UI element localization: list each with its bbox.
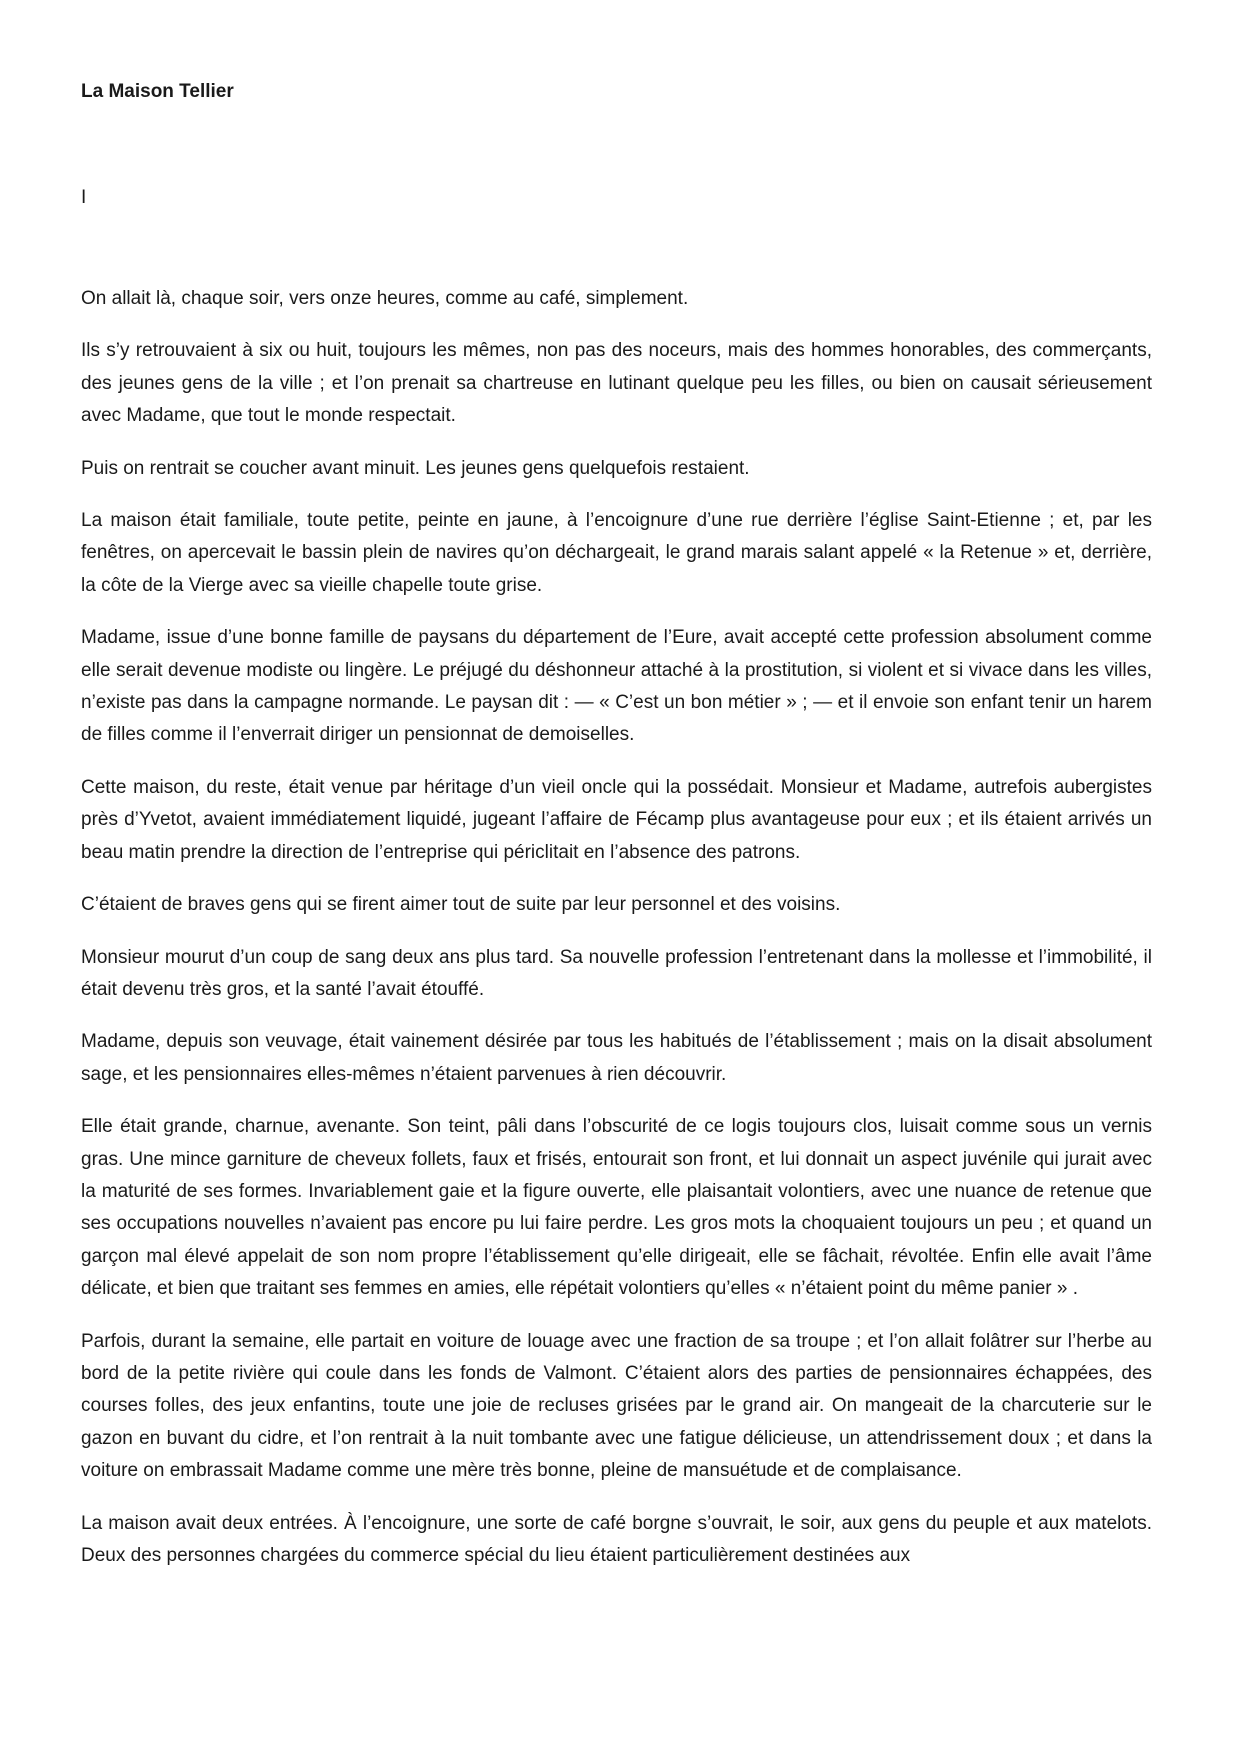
- paragraph: Madame, issue d’une bonne famille de paysans du département de l’Eure, avait accepté cette profession absolument comme elle serait devenue modiste ou lingère. Le préjugé du déshonneur attaché à la prostitution, si violent et si vivace dans les villes, n’existe pas dans la campagne normande. Le paysan dit : — « C’est un bon métier » ; — et il envoie son enfant tenir un harem de filles comme il l’enverrait diriger un pensionnat de demoiselles.: [81, 627, 1152, 746]
- paragraph: La maison avait deux entrées. À l’encoignure, une sorte de café borgne s’ouvrait, le soir, aux gens du peuple et aux matelots. Deux des personnes chargées du commerce spécial du lieu étaient particulièrement destinées aux: [81, 1512, 1152, 1566]
- paragraph: C’étaient de braves gens qui se firent aimer tout de suite par leur personnel et des voisins.: [81, 894, 841, 916]
- paragraph: Monsieur mourut d’un coup de sang deux ans plus tard. Sa nouvelle profession l’entretenant dans la mollesse et l’immobilité, il était devenu très gros, et la santé l’avait étouffé.: [81, 946, 1152, 1000]
- document-title: La Maison Tellier: [81, 81, 234, 102]
- document-body: [81, 283, 1152, 1572]
- paragraph: On allait là, chaque soir, vers onze heures, comme au café, simplement.: [81, 288, 689, 309]
- paragraph: Puis on rentrait se coucher avant minuit. Les jeunes gens quelquefois restaient.: [81, 457, 750, 479]
- paragraph: Madame, depuis son veuvage, était vainement désirée par tous les habitués de l’établissement ; mais on la disait absolument sage, et les pensionnaires elles-mêmes n’étaient parvenues à rien découvrir.: [81, 1031, 1152, 1085]
- paragraph: La maison était familiale, toute petite, peinte en jaune, à l’encoignure d’une rue derrière l’église Saint-Etienne ; et, par les fenêtres, on apercevait le bassin plein de navires qu’on déchargeait, le grand marais salant appelé « la Retenue » et, derrière, la côte de la Vierge avec sa vieille chapelle toute grise.: [81, 510, 1152, 596]
- paragraph: Cette maison, du reste, était venue par héritage d’un vieil oncle qui la possédait. Monsieur et Madame, autrefois aubergistes près d’Yvetot, avaient immédiatement liquidé, jugeant l’affaire de Fécamp plus avantageuse pour eux ; et ils étaient arrivés un beau matin prendre la direction de l’entreprise qui périclitait en l’absence des patrons.: [81, 776, 1152, 863]
- paragraph: Elle était grande, charnue, avenante. Son teint, pâli dans l’obscurité de ce logis toujours clos, luisait comme sous un vernis gras. Une mince garniture de cheveux follets, faux et frisés, entourait son front, et lui donnait un aspect juvénile qui jurait avec la maturité de ses formes. Invariablement gaie et la figure ouverte, elle plaisantait volontiers, avec une nuance de retenue que ses occupations nouvelles n’avaient pas encore pu lui faire perdre. Les gros mots la choquaient toujours un peu ; et quand un garçon mal élevé appelait de son nom propre l’établissement qu’elle dirigeait, elle se fâchait, révoltée. Enfin elle avait l’âme délicate, et bien que traitant ses femmes en amies, elle répétait volontiers qu’elles « n’étaient point du même panier » .: [81, 1116, 1152, 1300]
- paragraph: Parfois, durant la semaine, elle partait en voiture de louage avec une fraction de sa troupe ; et l’on allait folâtrer sur l’herbe au bord de la petite rivière qui coule dans les fonds de Valmont. C’étaient alors des parties de pensionnaires échappées, des courses folles, des jeux enfantins, toute une joie de recluses grisées par le grand air. On mangeait de la charcuterie sur le gazon en buvant du cidre, et l’on rentrait à la nuit tombante avec une fatigue délicieuse, un attendrissement doux ; et dans la voiture on embrassait Madame comme une mère très bonne, pleine de mansuétude et de complaisance.: [81, 1330, 1152, 1482]
- chapter-number: I: [81, 187, 87, 208]
- paragraph: Ils s’y retrouvaient à six ou huit, toujours les mêmes, non pas des noceurs, mais des hommes honorables, des commerçants, des jeunes gens de la ville ; et l’on prenait sa chartreuse en lutinant quelque peu les filles, ou bien on causait sérieusement avec Madame, que tout le monde respectait.: [81, 340, 1152, 427]
